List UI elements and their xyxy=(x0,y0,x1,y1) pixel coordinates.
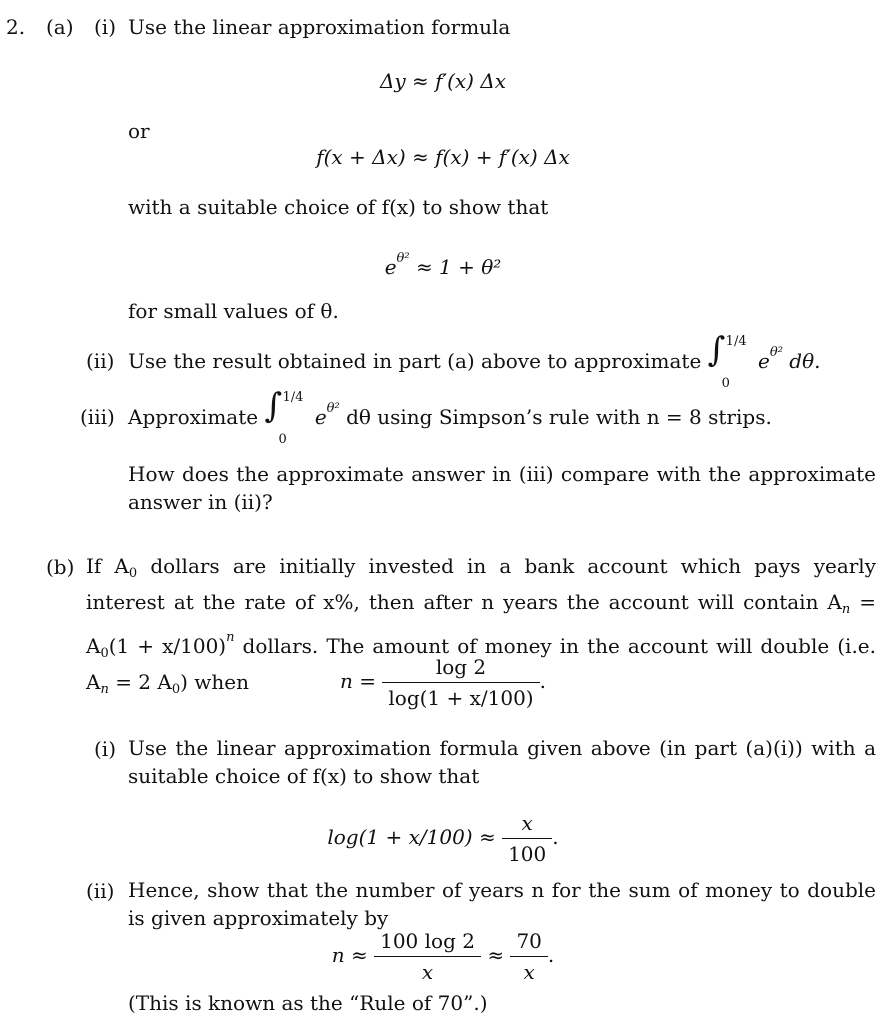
part-a-i-label: (i) xyxy=(94,15,117,39)
rule-lhs: n ≈ xyxy=(331,943,368,967)
integrand-differential: dθ. xyxy=(789,349,821,373)
intro-double-sub: n xyxy=(100,682,109,697)
intro-double-eq-sub: 0 xyxy=(171,682,181,697)
integral-symbol: ∫ xyxy=(707,329,726,370)
equation-linear-approx: Δy ≈ f′(x) Δx xyxy=(379,69,507,93)
part-a-ii-label: (ii) xyxy=(86,349,115,373)
exp-base: e xyxy=(384,255,397,279)
integral-upper-limit-2: 1/4 xyxy=(282,389,304,405)
intro-growth-exp: n xyxy=(226,630,235,645)
n-eq-lhs: n = xyxy=(340,669,377,693)
integrand-base-2: e xyxy=(314,405,327,429)
integral-sign xyxy=(707,329,752,391)
integral-sign-2 xyxy=(264,385,308,447)
intro-when: ) when xyxy=(180,670,249,694)
small-values-text: for small values of θ. xyxy=(128,299,339,323)
rule-fraction-2 xyxy=(510,928,547,985)
compare-text: How does the approximate answer in (iii) compare with the approximate answer in (ii)? xyxy=(128,462,876,514)
log-end: . xyxy=(552,825,559,849)
intro-eq-a0: = A xyxy=(86,590,877,658)
integral-lower-limit: 0 xyxy=(721,375,730,391)
n-eq-fraction xyxy=(382,654,539,711)
part-a-iii-pre: Approximate xyxy=(128,405,259,429)
rule-numerator-2: 70 xyxy=(510,928,547,957)
rule-fraction-1 xyxy=(374,928,481,985)
intro-an-sub: n xyxy=(841,602,851,617)
part-a-iii-post: dθ using Simpson’s rule with n = 8 strips. xyxy=(346,405,772,429)
part-b-ii-label: (ii) xyxy=(86,879,115,903)
part-a-iii-line xyxy=(128,385,772,447)
or-text: or xyxy=(128,119,150,143)
part-a-iii-label: (iii) xyxy=(80,405,115,429)
part-a-ii-line xyxy=(128,329,821,391)
rule-mid: ≈ xyxy=(487,943,505,967)
equation-log-approx xyxy=(0,810,886,867)
rule-denominator-2: x xyxy=(523,960,535,984)
integral-upper-limit: 1/4 xyxy=(725,333,747,349)
rule-note: (This is known as the “Rule of 70”.) xyxy=(128,991,488,1015)
rule-denominator-1: x xyxy=(421,960,434,984)
equation-exp-approx xyxy=(0,246,886,280)
intro-main: dollars are initially invested in a bank account which pays yearly interest at the rate of x%, then after n years the account will contain A xyxy=(86,554,877,614)
log-lhs: log(1 + x/100) ≈ xyxy=(327,825,496,849)
integral-symbol-2: ∫ xyxy=(264,385,283,426)
integrand-exponent: θ² xyxy=(769,345,783,360)
part-b-i-text: Use the linear approximation formula given above (in part (a)(i)) with a suitable choice of f(x) to show that xyxy=(128,736,876,788)
intro-growth: (1 + x/100) xyxy=(108,634,227,658)
part-a-label: (a) xyxy=(46,15,74,39)
n-eq-numerator: log 2 xyxy=(382,654,539,683)
n-eq-denominator: log(1 + x/100) xyxy=(388,686,534,710)
intro-eq-a0-sub: 0 xyxy=(100,646,109,661)
rule-numerator-1: 100 log 2 xyxy=(374,928,481,957)
intro-double: dollars. The amount of money in the account will double (i.e. A xyxy=(86,634,876,694)
intro-a0-sub: 0 xyxy=(128,566,138,581)
equation-linear-approx-alt: f(x + Δx) ≈ f(x) + f′(x) Δx xyxy=(316,145,570,169)
integral-lower-limit-2: 0 xyxy=(278,431,287,447)
equation-rule-of-70 xyxy=(0,928,886,985)
log-fraction xyxy=(502,810,552,867)
exp-exponent: θ² xyxy=(396,251,410,266)
part-a-i-text: Use the linear approximation formula xyxy=(128,15,511,39)
part-a-ii-text: Use the result obtained in part (a) above to approximate xyxy=(128,349,702,373)
exp-rest: ≈ 1 + θ² xyxy=(415,255,502,279)
integrand-base: e xyxy=(758,349,770,373)
with-text: with a suitable choice of f(x) to show that xyxy=(128,195,549,219)
intro-a0: If A xyxy=(86,554,129,578)
integrand-exponent-2: θ² xyxy=(326,401,340,416)
equation-n-double xyxy=(0,654,886,711)
log-denominator: 100 xyxy=(508,842,547,866)
question-number: 2. xyxy=(6,15,26,39)
n-eq-end: . xyxy=(539,669,546,693)
rule-end: . xyxy=(547,943,555,967)
part-b-ii-text: Hence, show that the number of years n for the sum of money to double is given approximately by xyxy=(128,878,876,930)
part-b-i-label: (i) xyxy=(94,737,117,761)
intro-double-eq: = 2 A xyxy=(115,670,172,694)
part-b-label: (b) xyxy=(46,555,75,579)
log-numerator: x xyxy=(502,810,552,839)
